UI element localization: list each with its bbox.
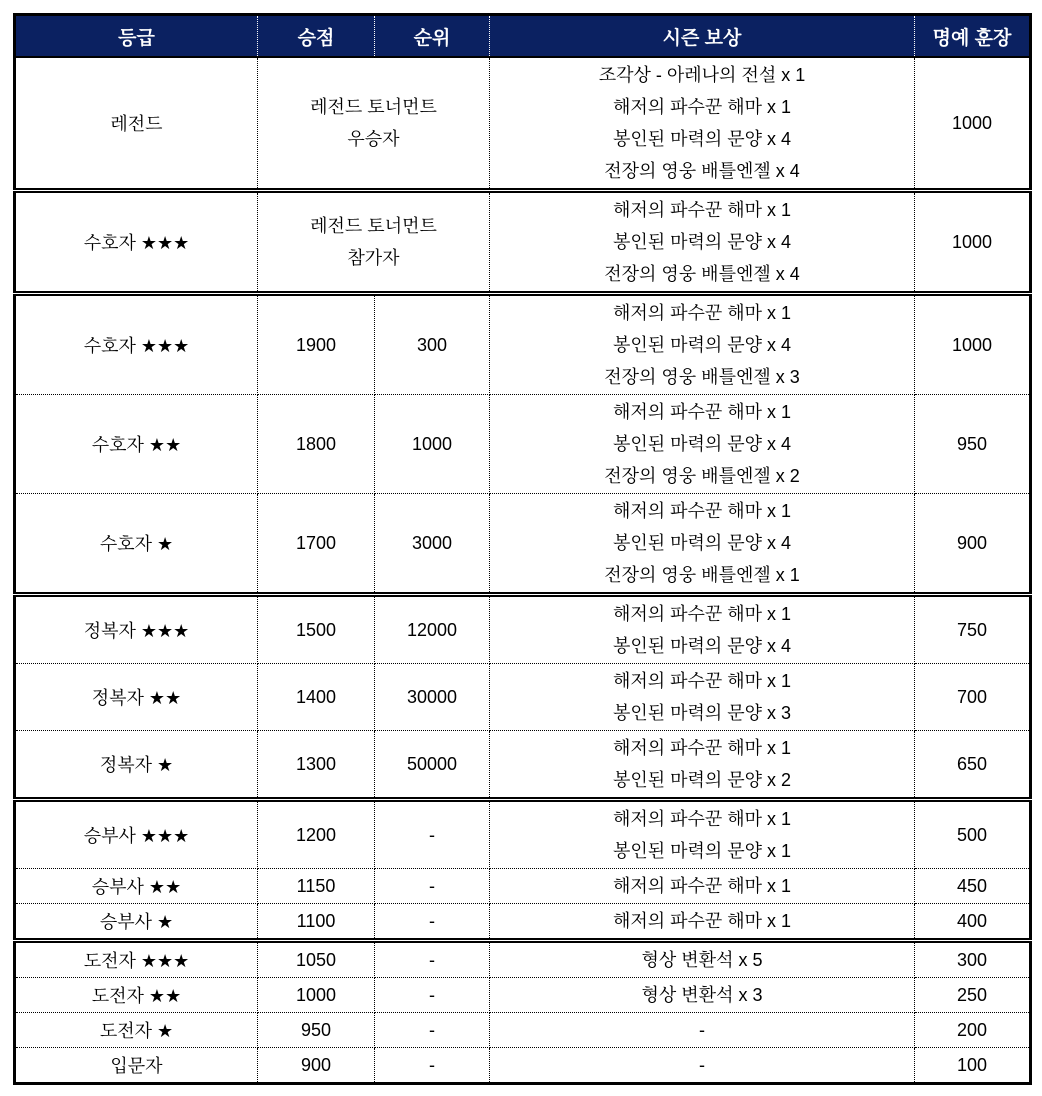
points-cell: 1500 (258, 595, 375, 664)
reward-line: 해저의 파수꾼 해마 x 1 (612, 97, 792, 117)
reward-line: 봉인된 마력의 문양 x 2 (612, 770, 792, 790)
grade-cell: 수호자 ★ (15, 494, 258, 595)
medal-cell: 750 (915, 595, 1031, 664)
points-cell: 1300 (258, 731, 375, 800)
reward-line: 전장의 영웅 배틀엔젤 x 3 (604, 367, 800, 387)
table-row-gambler1 (15, 904, 1031, 941)
table-row-conqueror1 (15, 731, 1031, 800)
points-cell: 1900 (258, 294, 375, 395)
reward-cell (490, 941, 915, 978)
medal-cell: 1000 (915, 57, 1031, 191)
reward-cell (490, 978, 915, 1013)
medal-cell: 450 (915, 869, 1031, 904)
season-reward-table (13, 13, 1032, 1085)
qualifier-cell (258, 191, 490, 294)
points-cell: 1100 (258, 904, 375, 941)
reward-line: 봉인된 마력의 문양 x 4 (612, 232, 792, 252)
table-row-challenger1 (15, 1013, 1031, 1048)
rank-cell: - (375, 800, 490, 869)
qualifier-line: 레전드 토너먼트 (310, 216, 437, 236)
table-row-challenger2 (15, 978, 1031, 1013)
reward-line: 형상 변환석 x 5 (641, 950, 763, 970)
medal-cell: 1000 (915, 191, 1031, 294)
reward-cell (490, 904, 915, 941)
points-cell: 950 (258, 1013, 375, 1048)
reward-cell (490, 800, 915, 869)
grade-cell: 승부사 ★★★ (15, 800, 258, 869)
rank-cell: - (375, 1048, 490, 1084)
reward-line: 봉인된 마력의 문양 x 1 (612, 841, 792, 861)
grade-cell: 정복자 ★ (15, 731, 258, 800)
reward-line: 해저의 파수꾼 해마 x 1 (612, 402, 792, 422)
reward-cell (490, 191, 915, 294)
header-reward: 시즌 보상 (490, 15, 915, 58)
table-row-conqueror2 (15, 664, 1031, 731)
points-cell: 1200 (258, 800, 375, 869)
reward-cell (490, 57, 915, 191)
rank-cell: - (375, 869, 490, 904)
reward-line: 해저의 파수꾼 해마 x 1 (612, 303, 792, 323)
rank-cell: 12000 (375, 595, 490, 664)
table-row-conqueror3 (15, 595, 1031, 664)
table-row-legend (15, 57, 1031, 191)
grade-cell: 도전자 ★★ (15, 978, 258, 1013)
grade-cell: 도전자 ★ (15, 1013, 258, 1048)
reward-line: 해저의 파수꾼 해마 x 1 (612, 604, 792, 624)
reward-cell (490, 494, 915, 595)
header-grade: 등급 (15, 15, 258, 58)
header-points: 승점 (258, 15, 375, 58)
reward-cell (490, 869, 915, 904)
grade-cell: 수호자 ★★ (15, 395, 258, 494)
reward-line: 해저의 파수꾼 해마 x 1 (612, 501, 792, 521)
reward-line: 해저의 파수꾼 해마 x 1 (612, 911, 792, 931)
reward-line: 해저의 파수꾼 해마 x 1 (612, 738, 792, 758)
points-cell: 1700 (258, 494, 375, 595)
points-cell: 1000 (258, 978, 375, 1013)
reward-line: 봉인된 마력의 문양 x 4 (612, 533, 792, 553)
reward-line: 조각상 - 아레나의 전설 x 1 (598, 65, 806, 85)
medal-cell: 200 (915, 1013, 1031, 1048)
medal-cell: 500 (915, 800, 1031, 869)
grade-cell: 정복자 ★★★ (15, 595, 258, 664)
medal-cell: 650 (915, 731, 1031, 800)
grade-cell: 수호자 ★★★ (15, 191, 258, 294)
reward-line: 해저의 파수꾼 해마 x 1 (612, 809, 792, 829)
qualifier-cell (258, 57, 490, 191)
reward-line: - (699, 1020, 705, 1040)
grade-cell: 도전자 ★★★ (15, 941, 258, 978)
reward-line: 전장의 영웅 배틀엔젤 x 4 (604, 161, 800, 181)
qualifier-line: 참가자 (347, 248, 400, 268)
table-row-challenger3 (15, 941, 1031, 978)
medal-cell: 250 (915, 978, 1031, 1013)
rank-cell: 300 (375, 294, 490, 395)
points-cell: 1150 (258, 869, 375, 904)
reward-cell (490, 1013, 915, 1048)
rank-cell: - (375, 941, 490, 978)
reward-cell (490, 1048, 915, 1084)
reward-cell (490, 395, 915, 494)
reward-line: 전장의 영웅 배틀엔젤 x 2 (604, 466, 800, 486)
header-rank: 순위 (375, 15, 490, 58)
qualifier-line: 레전드 토너먼트 (310, 97, 437, 117)
reward-line: 형상 변환석 x 3 (641, 985, 763, 1005)
table-row-gambler2 (15, 869, 1031, 904)
reward-line: 전장의 영웅 배틀엔젤 x 4 (604, 264, 800, 284)
rank-cell: 3000 (375, 494, 490, 595)
grade-cell: 정복자 ★★ (15, 664, 258, 731)
reward-line: - (699, 1055, 705, 1075)
season-reward-table-container (13, 13, 1032, 1085)
rank-cell: - (375, 1013, 490, 1048)
table-row-guardian2 (15, 395, 1031, 494)
reward-line: 해저의 파수꾼 해마 x 1 (612, 200, 792, 220)
reward-line: 봉인된 마력의 문양 x 4 (612, 129, 792, 149)
points-cell: 1050 (258, 941, 375, 978)
rank-cell: 1000 (375, 395, 490, 494)
rank-cell: - (375, 904, 490, 941)
table-row-beginner (15, 1048, 1031, 1084)
points-cell: 1800 (258, 395, 375, 494)
medal-cell: 1000 (915, 294, 1031, 395)
reward-cell (490, 595, 915, 664)
reward-line: 봉인된 마력의 문양 x 4 (612, 636, 792, 656)
medal-cell: 100 (915, 1048, 1031, 1084)
reward-line: 봉인된 마력의 문양 x 3 (612, 703, 792, 723)
reward-cell (490, 294, 915, 395)
qualifier-line: 우승자 (347, 129, 400, 149)
rank-cell: 50000 (375, 731, 490, 800)
grade-cell: 입문자 (15, 1048, 258, 1084)
medal-cell: 400 (915, 904, 1031, 941)
points-cell: 1400 (258, 664, 375, 731)
header-medal: 명예 훈장 (915, 15, 1031, 58)
grade-cell: 수호자 ★★★ (15, 294, 258, 395)
medal-cell: 900 (915, 494, 1031, 595)
reward-cell (490, 731, 915, 800)
medal-cell: 700 (915, 664, 1031, 731)
reward-line: 봉인된 마력의 문양 x 4 (612, 434, 792, 454)
table-row-guardian3 (15, 294, 1031, 395)
medal-cell: 300 (915, 941, 1031, 978)
grade-cell: 레전드 (15, 57, 258, 191)
reward-line: 봉인된 마력의 문양 x 4 (612, 335, 792, 355)
table-row-gambler3 (15, 800, 1031, 869)
table-row-guardian3-tournament (15, 191, 1031, 294)
rank-cell: - (375, 978, 490, 1013)
table-row-guardian1 (15, 494, 1031, 595)
grade-cell: 승부사 ★ (15, 904, 258, 941)
reward-cell (490, 664, 915, 731)
reward-line: 해저의 파수꾼 해마 x 1 (612, 671, 792, 691)
medal-cell: 950 (915, 395, 1031, 494)
grade-cell: 승부사 ★★ (15, 869, 258, 904)
header-row (15, 15, 1031, 58)
reward-line: 해저의 파수꾼 해마 x 1 (612, 876, 792, 896)
reward-line: 전장의 영웅 배틀엔젤 x 1 (604, 565, 800, 585)
rank-cell: 30000 (375, 664, 490, 731)
points-cell: 900 (258, 1048, 375, 1084)
